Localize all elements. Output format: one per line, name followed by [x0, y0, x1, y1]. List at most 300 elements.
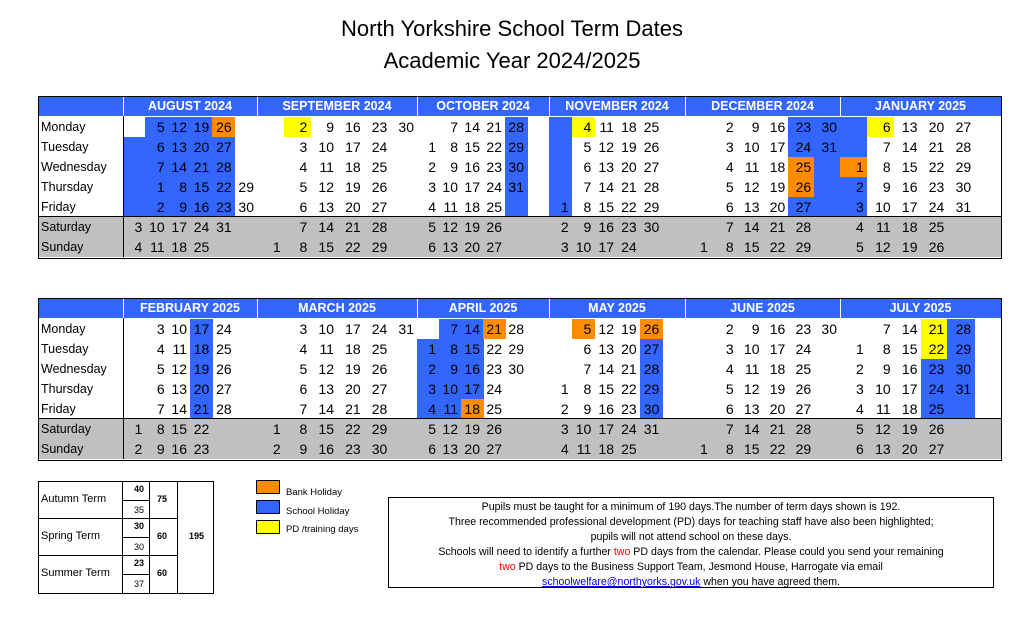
date-cell: 29 — [643, 381, 660, 397]
date-cell: 19 — [345, 361, 361, 377]
day-label-saturday: Saturday — [41, 220, 92, 234]
date-cell: 31 — [216, 219, 232, 235]
date-cell: 27 — [795, 401, 812, 417]
date-cell: 4 — [134, 239, 143, 255]
date-cell: 25 — [486, 401, 502, 417]
date-cell: 18 — [193, 341, 210, 357]
day-column-divider — [123, 116, 124, 257]
date-cell: 24 — [795, 341, 812, 357]
date-cell: 22 — [345, 421, 361, 437]
date-cell: 7 — [299, 401, 308, 417]
date-cell: 31 — [955, 381, 972, 397]
date-cell: 24 — [371, 321, 388, 337]
date-cell: 3 — [560, 239, 569, 255]
date-cell: 13 — [442, 239, 458, 255]
date-cell: 3 — [299, 139, 308, 155]
date-cell: 18 — [901, 401, 918, 417]
date-cell: 16 — [318, 441, 334, 457]
date-cell: 14 — [901, 139, 918, 155]
term-autumn-total: 75 — [157, 494, 168, 504]
date-cell: 2 — [134, 441, 143, 457]
date-cell: 4 — [583, 119, 592, 135]
date-cell: 9 — [583, 219, 592, 235]
highlight-cell — [947, 399, 974, 419]
date-cell: 23 — [795, 119, 812, 135]
date-cell: 15 — [171, 421, 187, 437]
date-cell: 30 — [398, 119, 414, 135]
date-cell: 26 — [795, 381, 812, 397]
day-label-wednesday: Wednesday — [41, 160, 107, 174]
date-cell: 25 — [643, 119, 660, 135]
date-cell: 3 — [560, 421, 569, 437]
date-cell: 1 — [428, 139, 436, 155]
date-cell: 10 — [318, 321, 334, 337]
date-cell: 10 — [575, 239, 592, 255]
date-cell: 23 — [621, 219, 637, 235]
date-cell: 16 — [901, 361, 918, 377]
date-cell: 11 — [172, 341, 187, 357]
date-cell: 31 — [643, 421, 660, 437]
date-cell: 20 — [901, 441, 918, 457]
date-cell: 27 — [486, 239, 502, 255]
date-cell: 9 — [450, 361, 458, 377]
day-label-monday: Monday — [41, 322, 86, 336]
date-cell: 16 — [769, 119, 786, 135]
highlight-cell — [123, 137, 146, 157]
month-divider — [685, 97, 686, 117]
date-cell: 23 — [371, 119, 388, 135]
date-cell: 23 — [928, 179, 945, 195]
date-cell: 29 — [643, 199, 660, 215]
date-cell: 19 — [193, 119, 210, 135]
date-cell: 11 — [319, 341, 334, 357]
term-totals-table — [38, 481, 214, 594]
date-cell: 12 — [743, 381, 760, 397]
date-cell: 18 — [621, 119, 637, 135]
date-cell: 19 — [769, 381, 786, 397]
date-cell: 8 — [583, 381, 592, 397]
month-label: OCTOBER 2024 — [436, 99, 530, 113]
date-cell: 9 — [299, 441, 308, 457]
date-cell: 11 — [319, 159, 334, 175]
date-cell: 26 — [928, 421, 945, 437]
day-label-wednesday: Wednesday — [41, 362, 107, 376]
date-cell: 24 — [928, 381, 945, 397]
date-cell: 19 — [901, 239, 918, 255]
month-label: FEBRUARY 2025 — [139, 301, 241, 315]
note-line-2: Three recommended professional development (PD) days for teaching staff have also been highlighted; — [448, 516, 934, 528]
date-cell: 18 — [345, 341, 361, 357]
date-cell: 5 — [856, 421, 864, 437]
date-cell: 12 — [318, 179, 334, 195]
date-cell: 6 — [856, 441, 864, 457]
day-label-saturday: Saturday — [41, 422, 92, 436]
date-cell: 8 — [725, 441, 734, 457]
date-cell: 7 — [156, 159, 165, 175]
date-cell: 21 — [486, 321, 502, 337]
date-cell: 13 — [743, 401, 760, 417]
date-cell: 12 — [875, 239, 891, 255]
school-holiday-swatch — [256, 500, 280, 514]
day-label-tuesday: Tuesday — [41, 342, 89, 356]
date-cell: 14 — [171, 401, 187, 417]
date-cell: 25 — [795, 159, 812, 175]
date-cell: 18 — [171, 239, 187, 255]
date-cell: 26 — [643, 139, 660, 155]
term-summer-part2: 37 — [134, 579, 145, 589]
date-cell: 27 — [216, 139, 232, 155]
date-cell: 11 — [576, 441, 592, 457]
date-cell: 17 — [769, 341, 786, 357]
date-cell: 22 — [769, 441, 786, 457]
date-cell: 24 — [621, 239, 637, 255]
date-cell: 7 — [583, 179, 592, 195]
date-cell: 25 — [486, 199, 502, 215]
date-cell: 14 — [171, 159, 187, 175]
date-cell: 14 — [318, 219, 334, 235]
date-cell: 17 — [193, 321, 210, 337]
date-cell: 11 — [876, 219, 891, 235]
date-cell: 25 — [371, 159, 388, 175]
month-label: NOVEMBER 2024 — [565, 99, 669, 113]
date-cell: 3 — [725, 139, 734, 155]
month-divider — [257, 97, 258, 117]
month-divider — [257, 299, 258, 319]
date-cell: 10 — [442, 381, 458, 397]
date-cell: 2 — [299, 119, 308, 135]
date-cell: 7 — [725, 421, 734, 437]
date-cell: 24 — [795, 139, 812, 155]
date-cell: 11 — [744, 361, 760, 377]
date-cell: 10 — [171, 321, 187, 337]
date-cell: 10 — [149, 219, 165, 235]
date-cell: 2 — [560, 401, 569, 417]
date-cell: 1 — [560, 199, 569, 215]
date-cell: 28 — [795, 421, 812, 437]
month-label: SEPTEMBER 2024 — [282, 99, 392, 113]
weekend-divider — [39, 216, 1001, 217]
date-cell: 20 — [928, 119, 945, 135]
date-cell: 30 — [508, 159, 524, 175]
date-cell: 23 — [486, 159, 502, 175]
date-cell: 3 — [134, 219, 143, 235]
date-cell: 14 — [598, 179, 614, 195]
date-cell: 16 — [193, 199, 210, 215]
note-line-1: Pupils must be taught for a minimum of 190 days.The number of term days shown is 192. — [481, 501, 901, 513]
date-cell: 4 — [560, 441, 569, 457]
date-cell: 30 — [955, 361, 972, 377]
date-cell: 25 — [216, 341, 232, 357]
date-cell: 6 — [725, 199, 734, 215]
date-cell: 8 — [156, 421, 165, 437]
date-cell: 19 — [621, 321, 637, 337]
date-cell: 17 — [464, 179, 480, 195]
date-cell: 6 — [428, 441, 436, 457]
date-cell: 5 — [156, 119, 165, 135]
date-cell: 8 — [583, 199, 592, 215]
date-cell: 29 — [371, 239, 388, 255]
date-cell: 14 — [318, 401, 334, 417]
date-cell: 28 — [216, 401, 232, 417]
date-cell: 26 — [371, 361, 388, 377]
date-cell: 6 — [156, 139, 165, 155]
date-cell: 12 — [442, 421, 458, 437]
date-cell: 19 — [345, 179, 361, 195]
note-line-4 — [389, 545, 993, 560]
date-cell: 18 — [464, 199, 480, 215]
month-divider — [123, 97, 124, 117]
date-cell: 1 — [856, 159, 864, 175]
date-cell: 13 — [598, 341, 614, 357]
date-cell: 5 — [725, 381, 734, 397]
date-cell: 31 — [821, 139, 837, 155]
date-cell: 30 — [955, 179, 972, 195]
note-line-5b: PD days to the Business Support Team, Jesmond House, Harrogate via email — [515, 561, 883, 573]
month-divider — [123, 299, 124, 319]
date-cell: 3 — [725, 341, 734, 357]
date-cell: 24 — [486, 381, 502, 397]
date-cell: 24 — [193, 219, 210, 235]
date-cell: 7 — [450, 119, 458, 135]
date-cell: 19 — [464, 421, 480, 437]
note-line-6b: when you have agreed them. — [700, 576, 840, 588]
date-cell: 16 — [598, 219, 614, 235]
date-cell: 27 — [643, 341, 660, 357]
date-cell: 25 — [371, 341, 388, 357]
date-cell: 4 — [299, 341, 308, 357]
date-cell: 20 — [193, 139, 210, 155]
highlight-cell — [549, 137, 572, 157]
day-label-friday: Friday — [41, 200, 76, 214]
date-cell: 5 — [856, 239, 864, 255]
date-cell: 10 — [875, 381, 891, 397]
day-label-sunday: Sunday — [41, 442, 84, 456]
date-cell: 29 — [795, 239, 812, 255]
date-cell: 23 — [486, 361, 502, 377]
date-cell: 17 — [598, 421, 614, 437]
term-autumn-part1: 40 — [134, 484, 145, 494]
date-cell: 2 — [725, 119, 734, 135]
date-cell: 17 — [345, 139, 361, 155]
date-cell: 14 — [598, 361, 614, 377]
date-cell: 30 — [238, 199, 254, 215]
highlight-cell — [814, 157, 840, 177]
date-cell: 21 — [345, 401, 361, 417]
date-cell: 7 — [156, 401, 165, 417]
date-cell: 22 — [486, 139, 502, 155]
month-label: AUGUST 2024 — [147, 99, 233, 113]
highlight-cell — [123, 197, 146, 217]
date-cell: 13 — [171, 139, 187, 155]
date-cell: 6 — [882, 119, 891, 135]
date-cell: 19 — [464, 219, 480, 235]
date-cell: 27 — [928, 441, 945, 457]
date-cell: 28 — [371, 401, 388, 417]
date-cell: 6 — [583, 159, 592, 175]
month-divider — [417, 97, 418, 117]
date-cell: 1 — [428, 341, 436, 357]
date-cell: 4 — [725, 361, 734, 377]
date-cell: 24 — [216, 321, 232, 337]
date-cell: 13 — [318, 199, 334, 215]
date-cell: 26 — [795, 179, 812, 195]
date-cell: 27 — [486, 441, 502, 457]
date-cell: 10 — [875, 199, 891, 215]
date-cell: 2 — [272, 441, 281, 457]
note-line-4a: Schools will need to identify a further — [438, 546, 614, 558]
date-cell: 2 — [856, 179, 864, 195]
date-cell: 18 — [464, 401, 480, 417]
date-cell: 24 — [621, 421, 637, 437]
date-cell: 23 — [928, 361, 945, 377]
date-cell: 29 — [508, 341, 524, 357]
date-cell: 1 — [272, 421, 281, 437]
date-cell: 30 — [821, 119, 837, 135]
date-cell: 1 — [272, 239, 281, 255]
date-cell: 22 — [928, 341, 945, 357]
date-cell: 9 — [156, 441, 165, 457]
date-cell: 27 — [643, 159, 660, 175]
date-cell: 17 — [464, 381, 480, 397]
date-cell: 18 — [345, 159, 361, 175]
date-cell: 21 — [621, 361, 637, 377]
date-cell: 29 — [955, 341, 972, 357]
month-label: MAY 2025 — [588, 301, 646, 315]
date-cell: 30 — [371, 441, 388, 457]
date-cell: 10 — [743, 341, 760, 357]
date-cell: 23 — [345, 441, 361, 457]
date-cell: 15 — [901, 341, 918, 357]
date-cell: 23 — [193, 441, 210, 457]
date-cell: 12 — [171, 361, 187, 377]
highlight-cell — [814, 197, 840, 217]
highlight-cell — [549, 157, 572, 177]
date-cell: 6 — [299, 199, 308, 215]
date-cell: 21 — [345, 219, 361, 235]
date-cell: 15 — [598, 199, 614, 215]
date-cell: 18 — [598, 441, 614, 457]
date-cell: 3 — [299, 321, 308, 337]
date-cell: 14 — [464, 119, 480, 135]
date-cell: 16 — [598, 401, 614, 417]
date-cell: 10 — [442, 179, 458, 195]
highlight-cell — [840, 137, 867, 157]
date-cell: 23 — [621, 401, 637, 417]
date-cell: 12 — [875, 421, 891, 437]
date-cell: 2 — [156, 199, 165, 215]
date-cell: 11 — [599, 119, 614, 135]
term-summer-part1: 23 — [134, 558, 145, 568]
date-cell: 26 — [371, 179, 388, 195]
date-cell: 18 — [901, 219, 918, 235]
date-cell: 25 — [193, 239, 210, 255]
day-label-thursday: Thursday — [41, 180, 94, 194]
date-cell: 2 — [560, 219, 569, 235]
date-cell: 23 — [216, 199, 232, 215]
date-cell: 5 — [299, 361, 308, 377]
date-cell: 30 — [643, 219, 660, 235]
date-cell: 22 — [216, 179, 232, 195]
date-cell: 21 — [486, 119, 502, 135]
bank-holiday-swatch — [256, 480, 280, 494]
legend-school-holiday: School Holiday — [286, 506, 350, 517]
date-cell: 3 — [856, 381, 864, 397]
month-divider — [840, 97, 841, 117]
date-cell: 28 — [643, 179, 660, 195]
date-cell: 10 — [743, 139, 760, 155]
date-cell: 28 — [508, 119, 524, 135]
date-cell: 26 — [486, 421, 502, 437]
email-link[interactable]: schoolwelfare@northyorks.gov.uk — [542, 576, 701, 588]
date-cell: 15 — [464, 139, 480, 155]
date-cell: 27 — [955, 119, 972, 135]
date-cell: 4 — [856, 219, 864, 235]
date-cell: 4 — [428, 401, 436, 417]
date-cell: 20 — [345, 199, 361, 215]
date-cell: 16 — [464, 361, 480, 377]
date-cell: 22 — [769, 239, 786, 255]
date-cell: 16 — [901, 179, 918, 195]
date-cell: 20 — [464, 239, 480, 255]
date-cell: 27 — [371, 199, 388, 215]
term-name-spring: Spring Term — [41, 530, 101, 542]
date-cell: 29 — [955, 159, 972, 175]
date-cell: 12 — [318, 361, 334, 377]
date-cell: 21 — [769, 421, 786, 437]
date-cell: 2 — [428, 159, 436, 175]
month-divider — [549, 97, 550, 117]
date-cell: 20 — [345, 381, 361, 397]
date-cell: 10 — [575, 421, 592, 437]
date-cell: 14 — [743, 219, 760, 235]
date-cell: 1 — [700, 441, 708, 457]
weekend-divider — [39, 418, 1001, 419]
date-cell: 20 — [464, 441, 480, 457]
term-summer-total: 60 — [157, 568, 168, 578]
date-cell: 26 — [928, 239, 945, 255]
highlight-cell — [549, 177, 572, 197]
date-cell: 4 — [428, 199, 436, 215]
highlight-cell — [505, 197, 528, 217]
note-line-4b: PD days from the calendar. Please could you send your remaining — [630, 546, 944, 558]
date-cell: 9 — [450, 159, 458, 175]
month-divider — [685, 299, 686, 319]
date-cell: 9 — [882, 361, 891, 377]
date-cell: 27 — [795, 199, 812, 215]
date-cell: 3 — [856, 199, 864, 215]
notes-box — [388, 497, 994, 588]
date-cell: 20 — [769, 401, 786, 417]
date-cell: 5 — [583, 321, 592, 337]
date-cell: 26 — [486, 219, 502, 235]
date-cell: 21 — [621, 179, 637, 195]
date-cell: 5 — [725, 179, 734, 195]
date-cell: 10 — [318, 139, 334, 155]
date-cell: 22 — [486, 341, 502, 357]
date-cell: 2 — [428, 361, 436, 377]
date-cell: 12 — [171, 119, 187, 135]
date-cell: 14 — [743, 421, 760, 437]
date-cell: 5 — [583, 139, 592, 155]
date-cell: 20 — [621, 341, 637, 357]
date-cell: 22 — [345, 239, 361, 255]
date-cell: 7 — [450, 321, 458, 337]
date-cell: 13 — [442, 441, 458, 457]
date-cell: 12 — [442, 219, 458, 235]
month-divider — [549, 299, 550, 319]
term-spring-part1: 30 — [134, 521, 145, 531]
date-cell: 20 — [769, 199, 786, 215]
